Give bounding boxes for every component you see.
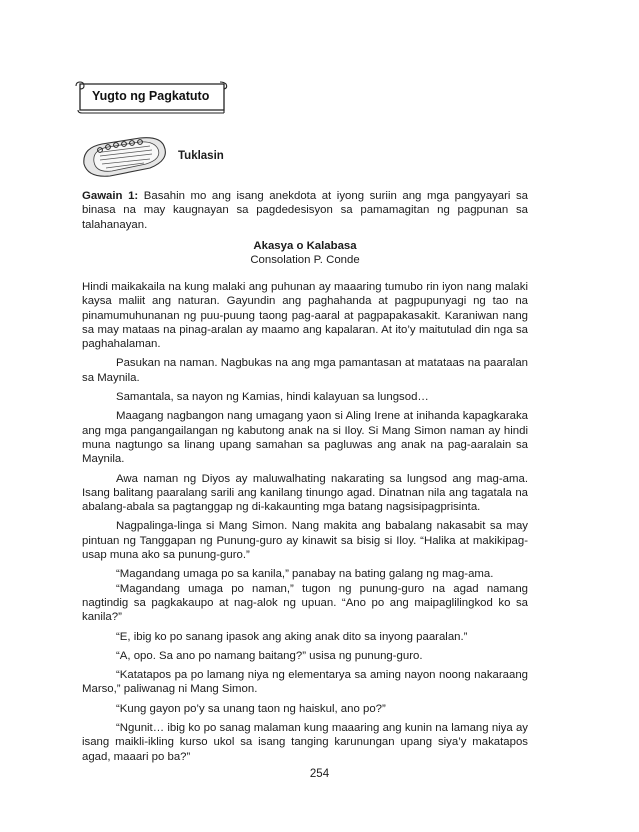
story-paragraph: Samantala, sa nayon ng Kamias, hindi kalayuan sa lungsod… <box>116 391 429 404</box>
story-body <box>82 280 528 769</box>
story-paragraph: Pasukan na naman. Nagbukas na ang mga pamantasan at matataas na paaralan sa Maynila. <box>82 357 528 384</box>
story-paragraph: Hindi maikakaila na kung malaki ang puhunan ay maaaring tumubo rin iyon nang malaki kaysa maliit ang naturan. Gayundin ang paghahanda at pagpupunyagi ng tao na pinamumuhunanan ng puu-puung taong pag-aaral at pagpapakasakit. Karaniwan nang sa may mataas na pinag-aralan ay maamo ang kapalaran. At ito’y maitutulad din nga sa paghahalaman. <box>82 281 528 351</box>
activity-instruction <box>82 189 528 237</box>
activity-text: Basahin mo ang isang anekdota at iyong suriin ang mga pangyayari sa binasa na may kaugnayan sa pagdedesisyon sa pamamagitan ng pagpunan sa talahanayan. <box>82 190 528 231</box>
story-paragraph: “Magandang umaga po sa kanila,” panabay na bating galang ng mag-ama. <box>116 568 494 581</box>
story-paragraph: “E, ibig ko po sanang ipasok ang aking anak dito sa inyong paaralan.” <box>116 630 468 643</box>
story-paragraph: “A, opo. Sa ano po namang baitang?” usisa ng punung-guro. <box>116 649 423 662</box>
story-paragraph: Awa naman ng Diyos ay maluwalhating nakarating sa lungsod ang mag-ama. Isang balitang paaralang sarili ang kanilang tinungo agad. Dinatnan nila ang tagatala na abalang-abala sa pagtanggap ng di-kakaunting mga batang nagsisipagprisinta. <box>82 472 528 514</box>
activity-label: Gawain 1: <box>82 190 139 202</box>
notebook-icon <box>80 134 174 183</box>
story-paragraph: Maagang nagbangon nang umagang yaon si Aling Irene at inihanda kapagkaraka ang mga pangangailangan ng kabutong anak na si Iloy. Si Mang Simon naman ay hindi muna nagtungo sa linang upang samahan sa pagluwas ang anak na pag-aaralain sa Maynila. <box>82 410 528 466</box>
story-title: Akasya o Kalabasa <box>253 240 357 252</box>
story-paragraph: “Kung gayon po’y sa unang taon ng haiskul, ano po?” <box>116 702 386 715</box>
page-number: 254 <box>309 768 330 780</box>
story-paragraph: “Magandang umaga po naman,” tugon ng punung-guro na agad namang nagtindig sa pagkakaupo at nag-alok ng upuan. “Ano po ang maipaglilingkod ko sa kanila?” <box>82 582 528 624</box>
section-heading: Tuklasin <box>178 150 224 162</box>
banner-title: Yugto ng Pagkatuto <box>92 89 210 103</box>
story-author: Consolation P. Conde <box>250 254 360 267</box>
story-paragraph: “Katatapos pa po lamang niya ng elementarya sa aming nayon noong nakaraang Marso,” paliwanag ni Mang Simon. <box>82 669 528 696</box>
story-title-block <box>82 239 528 268</box>
story-paragraph: Nagpalinga-linga si Mang Simon. Nang makita ang babalang nakasabit sa may pintuan ng Tanggapan ng Punung-guro ay kinawit sa bisig si Iloy. “Halika at makikipag-usap muna ako sa punung-guro.” <box>82 520 528 562</box>
section-banner <box>74 80 228 114</box>
story-paragraph: “Ngunit… ibig ko po sanag malaman kung maaaring ang kunin na lamang niya ay isang maikli-ikling kurso ukol sa isang tanging karunungan upang siya’y makatapos agad, maaari po ba?” <box>82 722 528 763</box>
